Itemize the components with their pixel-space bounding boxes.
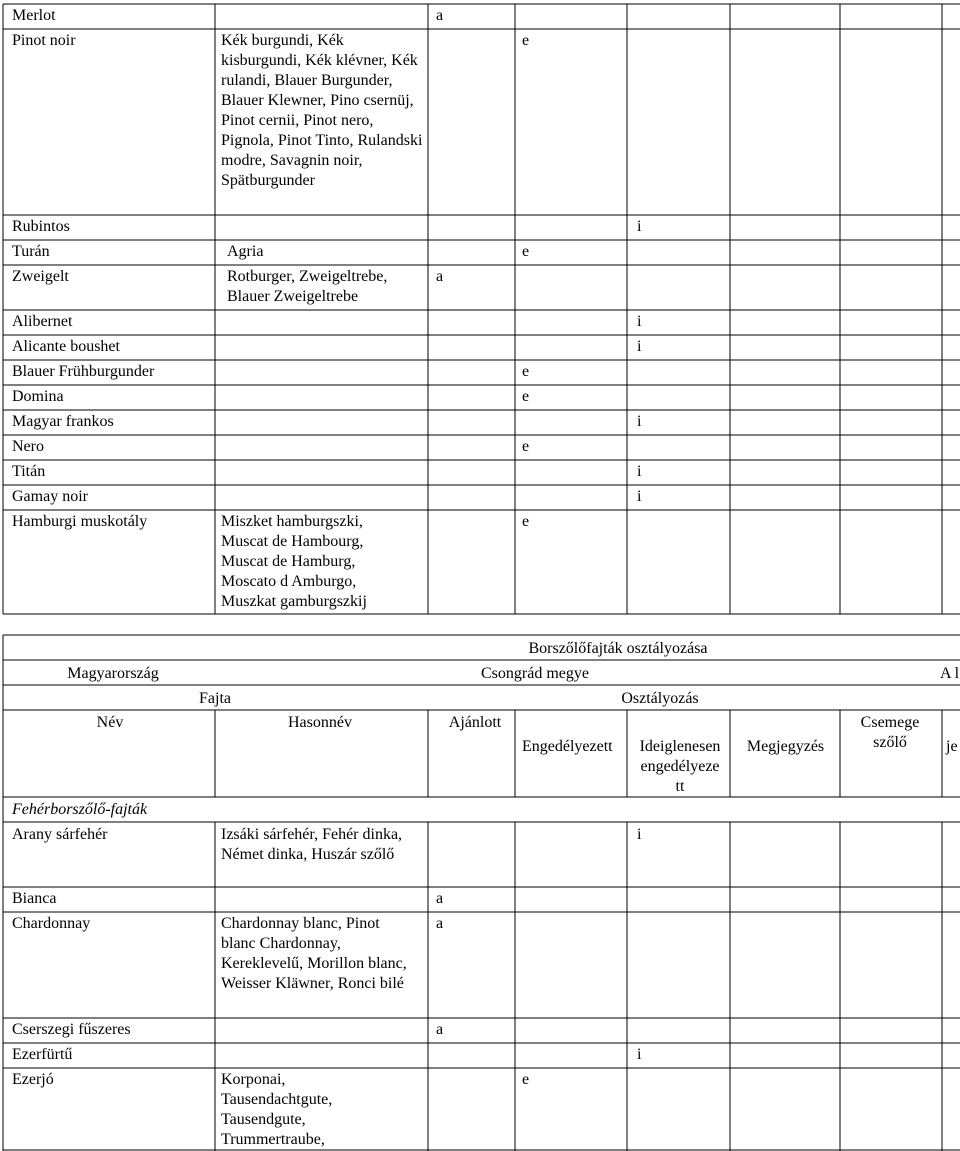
col-temporary-line: engedélyeze xyxy=(640,758,720,775)
mark-recommended: a xyxy=(436,890,444,907)
variety-name: Arany sárfehér xyxy=(12,826,108,843)
mark-temporary: i xyxy=(637,463,642,480)
variety-name: Alibernet xyxy=(12,313,73,330)
mark-approved: e xyxy=(522,388,530,405)
mark-recommended: a xyxy=(436,7,444,24)
mark-temporary: i xyxy=(637,1046,642,1063)
variety-name: Rubintos xyxy=(12,218,70,235)
mark-recommended: a xyxy=(436,268,444,285)
variety-alias: Miszket hamburgszki, Muscat de Hambourg, Muscat de Hamburg, Moscato d Amburgo, Muszkat gamburgszkij xyxy=(221,513,367,610)
variety-name: Ezerfürtű xyxy=(12,1046,73,1063)
mark-temporary: i xyxy=(637,488,642,505)
variety-alias: Chardonnay blanc, Pinot blanc Chardonnay, Kereklevelű, Morillon blanc, Weisser Kläwner, Ronci bilé xyxy=(221,915,407,992)
region-county: Csongrád megye xyxy=(481,665,589,682)
col-temporary xyxy=(628,737,732,797)
group-classification: Osztályozás xyxy=(621,690,699,707)
col-note: Megjegyzés xyxy=(746,738,825,755)
variety-alias: Kék burgundi, Kék kisburgundi, Kék klévner, Kék rulandi, Blauer Burgunder, Blauer Klewner, Pino csernüj, Pinot cernii, Pinot nero, Pignola, Pinot Tinto, Rulandski modre, Savagnin noir, Spätburgunder xyxy=(221,32,423,189)
variety-name: Merlot xyxy=(12,7,56,24)
variety-name: Hamburgi muskotály xyxy=(12,513,148,530)
variety-name: Chardonnay xyxy=(12,915,91,932)
mark-approved: e xyxy=(522,243,530,260)
variety-name: Domina xyxy=(12,388,64,405)
variety-alias: Korponai, Tausendachtgute, Tausendgute, Trummertraube, xyxy=(221,1071,333,1148)
variety-name: Ezerjó xyxy=(12,1071,54,1088)
mark-temporary: i xyxy=(637,826,642,843)
col-alias: Hasonnév xyxy=(288,714,352,731)
variety-name: Magyar frankos xyxy=(12,413,114,430)
variety-name: Blauer Frühburgunder xyxy=(12,363,155,380)
mark-temporary: i xyxy=(637,313,642,330)
mark-temporary: i xyxy=(637,338,642,355)
variety-name: Pinot noir xyxy=(12,32,76,49)
region-next: A l xyxy=(940,665,960,682)
variety-alias: Rotburger, Zweigeltrebe, Blauer Zweigeltrebe xyxy=(227,268,388,305)
mark-temporary: i xyxy=(637,413,642,430)
variety-name: Cserszegi fűszeres xyxy=(12,1021,131,1038)
variety-alias: Izsáki sárfehér, Fehér dinka, Német dinka, Huszár szőlő xyxy=(221,826,403,863)
col-table-grape-line: szőlő xyxy=(873,734,907,751)
variety-name: Nero xyxy=(12,438,44,455)
mark-recommended: a xyxy=(436,915,444,932)
col-table-grape-line: Csemege xyxy=(860,714,920,731)
col-name: Név xyxy=(96,714,124,731)
col-recommended: Ajánlott xyxy=(448,714,502,731)
group-variety: Fajta xyxy=(199,690,231,707)
variety-name: Turán xyxy=(12,243,50,260)
variety-name: Zweigelt xyxy=(12,268,69,285)
section-white: Fehérborszőlő-fajták xyxy=(12,801,148,818)
col-temporary-line: tt xyxy=(675,778,685,795)
col-temporary-line: Ideiglenesen xyxy=(639,738,721,755)
mark-temporary: i xyxy=(637,218,642,235)
mark-approved: e xyxy=(522,438,530,455)
col-approved: Engedélyezett xyxy=(522,738,613,755)
variety-name: Titán xyxy=(12,463,46,480)
mark-approved: e xyxy=(522,32,530,49)
table-title: Borszőlőfajták osztályozása xyxy=(528,640,708,657)
variety-name: Gamay noir xyxy=(12,488,88,505)
mark-approved: e xyxy=(522,513,530,530)
mark-approved: e xyxy=(522,1071,530,1088)
mark-approved: e xyxy=(522,363,530,380)
mark-recommended: a xyxy=(436,1021,444,1038)
col-table-grape xyxy=(840,713,940,753)
col-cut: je xyxy=(946,738,958,755)
variety-name: Alicante boushet xyxy=(12,338,120,355)
variety-name: Bianca xyxy=(12,890,57,907)
variety-alias: Agria xyxy=(227,243,264,260)
region-country: Magyarország xyxy=(67,665,159,682)
